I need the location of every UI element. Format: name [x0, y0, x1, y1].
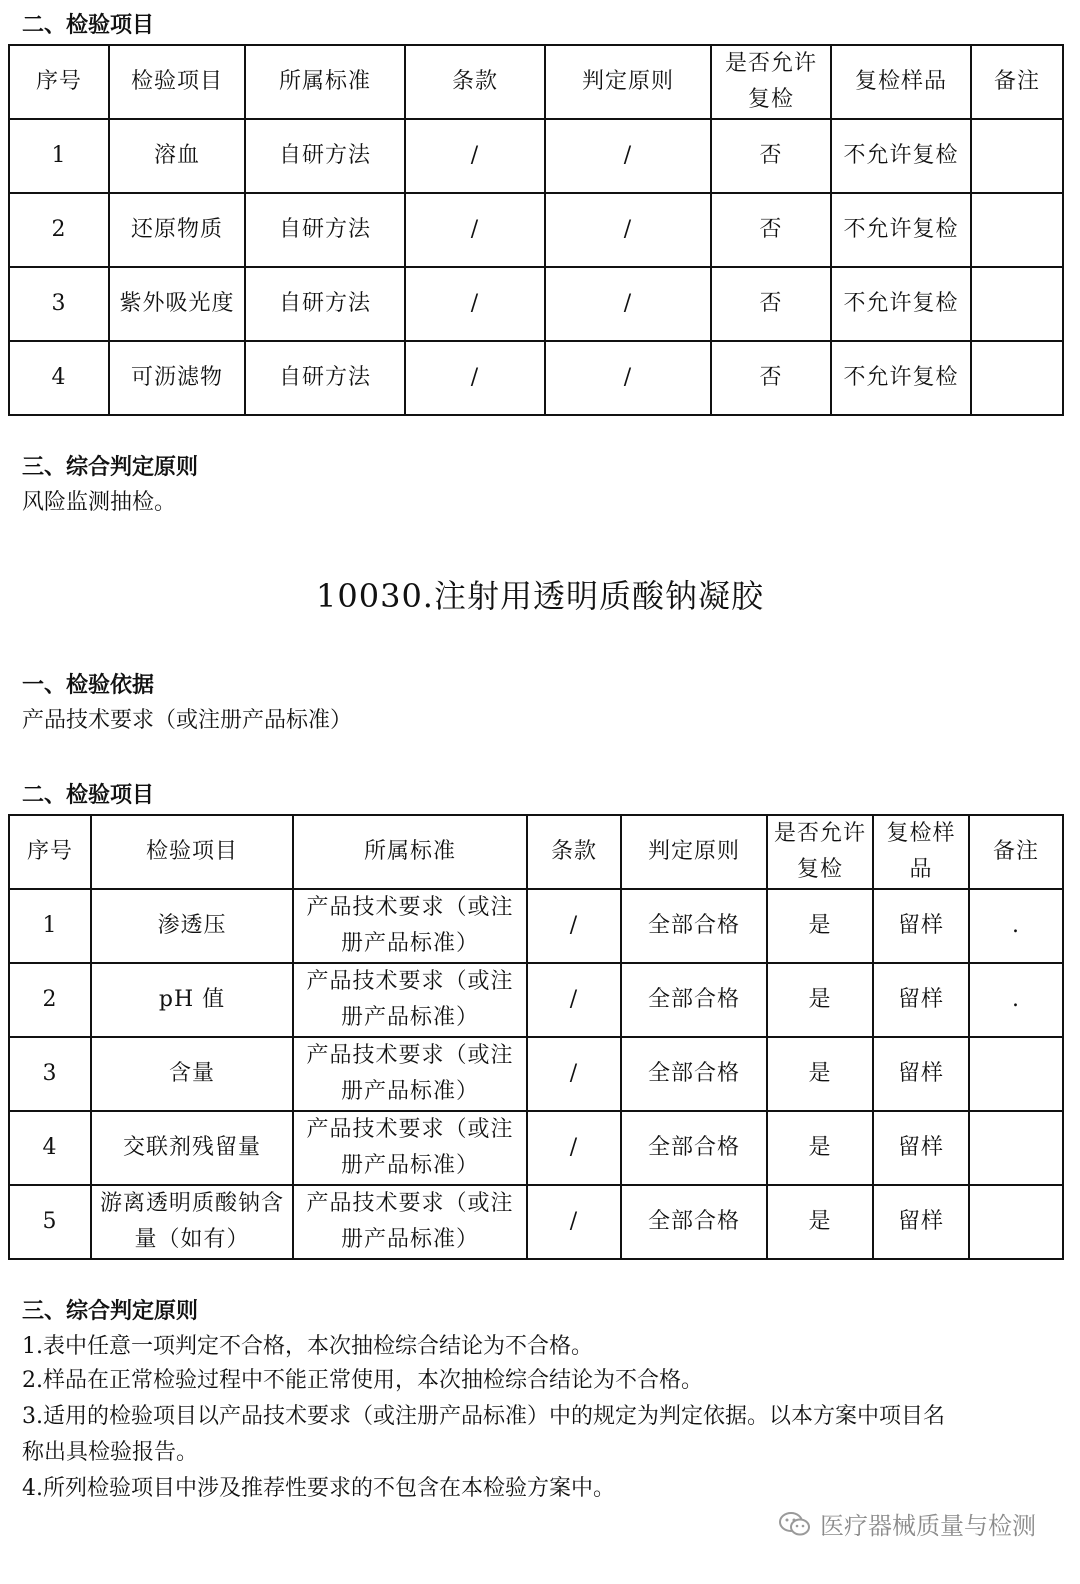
table-row [9, 193, 1063, 267]
table-cell: 不允许复检 [831, 341, 971, 415]
table-cell: . [969, 963, 1063, 1037]
table-cell: 否 [711, 119, 831, 193]
table-cell: 渗透压 [91, 889, 293, 963]
table-cell: 4 [9, 341, 109, 415]
table-row [9, 119, 1063, 193]
table-cell: 否 [711, 341, 831, 415]
table-cell: / [527, 1037, 621, 1111]
judgment-item: 2.样品在正常检验过程中不能正常使用，本次抽检综合结论为不合格。 [22, 1368, 703, 1393]
table-header-cell: 所属标准 [293, 815, 527, 889]
table-cell [971, 193, 1063, 267]
table-cell: 全部合格 [621, 1111, 767, 1185]
table-header-row [9, 45, 1063, 119]
table-cell: 自研方法 [245, 193, 405, 267]
table-cell: 全部合格 [621, 963, 767, 1037]
table-header-cell: 是否允许复检 [711, 45, 831, 119]
table-cell: 交联剂残留量 [91, 1111, 293, 1185]
table-cell: 紫外吸光度 [109, 267, 245, 341]
judgment-item: 4.所列检验项目中涉及推荐性要求的不包含在本检验方案中。 [22, 1476, 615, 1501]
table-header-cell: 检验项目 [91, 815, 293, 889]
table-cell: 4 [9, 1111, 91, 1185]
table-cell: / [527, 889, 621, 963]
table-cell: 是 [767, 1111, 873, 1185]
table-cell: 1 [9, 889, 91, 963]
table-cell: 产品技术要求（或注册产品标准） [293, 963, 527, 1037]
section-heading-judgment: 三、综合判定原则 [22, 1299, 199, 1324]
table-header-cell: 判定原则 [621, 815, 767, 889]
section-heading-judgment: 三、综合判定原则 [22, 455, 199, 480]
table-cell: 不允许复检 [831, 267, 971, 341]
table-cell: / [405, 267, 545, 341]
table-cell: 不允许复检 [831, 119, 971, 193]
table-cell: 含量 [91, 1037, 293, 1111]
table-cell: 不允许复检 [831, 193, 971, 267]
table-cell: 是 [767, 889, 873, 963]
table-cell [969, 1111, 1063, 1185]
table-header-row [9, 815, 1063, 889]
judgment-item: 3.适用的检验项目以产品技术要求（或注册产品标准）中的规定为判定依据。以本方案中项目名 [22, 1404, 945, 1429]
table-cell: 留样 [873, 889, 969, 963]
table-header-cell: 检验项目 [109, 45, 245, 119]
wechat-icon [778, 1510, 812, 1538]
table-header-cell: 序号 [9, 815, 91, 889]
table-cell: 自研方法 [245, 119, 405, 193]
table-cell: 还原物质 [109, 193, 245, 267]
table-cell [971, 267, 1063, 341]
table-cell [969, 1185, 1063, 1259]
table-cell [971, 119, 1063, 193]
table-cell: 是 [767, 1037, 873, 1111]
table-cell: 产品技术要求（或注册产品标准） [293, 1111, 527, 1185]
table-cell: 产品技术要求（或注册产品标准） [293, 1037, 527, 1111]
section-heading-basis: 一、检验依据 [22, 673, 155, 698]
table-cell: 2 [9, 193, 109, 267]
table-header-cell: 序号 [9, 45, 109, 119]
table-cell: / [405, 119, 545, 193]
table-cell: 产品技术要求（或注册产品标准） [293, 1185, 527, 1259]
table-cell: 2 [9, 963, 91, 1037]
table-header-cell: 备注 [969, 815, 1063, 889]
table-cell: 自研方法 [245, 267, 405, 341]
table-cell: 留样 [873, 1185, 969, 1259]
watermark-text: 医疗器械质量与检测 [820, 1512, 1036, 1540]
table-cell: / [545, 119, 711, 193]
table-cell: 1 [9, 119, 109, 193]
table-cell: 3 [9, 1037, 91, 1111]
table-row [9, 1037, 1063, 1111]
table-row [9, 963, 1063, 1037]
table-cell: / [545, 341, 711, 415]
table-cell: 游离透明质酸钠含量（如有） [91, 1185, 293, 1259]
table-cell [969, 1037, 1063, 1111]
document-title: 10030.注射用透明质酸钠凝胶 [316, 577, 764, 615]
table-cell: 否 [711, 267, 831, 341]
table-cell: 3 [9, 267, 109, 341]
table-cell: 产品技术要求（或注册产品标准） [293, 889, 527, 963]
table-cell: / [405, 193, 545, 267]
table-cell: 留样 [873, 1111, 969, 1185]
table-cell: 留样 [873, 963, 969, 1037]
table-cell: 是 [767, 1185, 873, 1259]
table-cell: / [527, 1111, 621, 1185]
table-cell: 自研方法 [245, 341, 405, 415]
table-header-cell: 判定原则 [545, 45, 711, 119]
table-cell: . [969, 889, 1063, 963]
table-header-cell: 复检样品 [831, 45, 971, 119]
table-cell: 全部合格 [621, 1185, 767, 1259]
table-row [9, 1111, 1063, 1185]
table-cell: 5 [9, 1185, 91, 1259]
table-header-cell: 条款 [405, 45, 545, 119]
table-cell [971, 341, 1063, 415]
table-row [9, 267, 1063, 341]
inspection-items-table [8, 44, 1064, 416]
table-cell: / [405, 341, 545, 415]
judgment-item: 称出具检验报告。 [22, 1440, 199, 1465]
table-cell: / [527, 1185, 621, 1259]
inspection-items-table [8, 814, 1064, 1260]
table-cell: / [545, 193, 711, 267]
basis-text: 产品技术要求（或注册产品标准） [22, 708, 353, 733]
table-row [9, 341, 1063, 415]
table-row [9, 1185, 1063, 1259]
table-header-cell: 复检样品 [873, 815, 969, 889]
table-cell: / [545, 267, 711, 341]
table-cell: 全部合格 [621, 889, 767, 963]
watermark [778, 1506, 1036, 1541]
table-header-cell: 是否允许复检 [767, 815, 873, 889]
table-cell: pH 值 [91, 963, 293, 1037]
section-heading-items: 二、检验项目 [22, 13, 155, 38]
table-cell: 留样 [873, 1037, 969, 1111]
table-header-cell: 备注 [971, 45, 1063, 119]
table-cell: 是 [767, 963, 873, 1037]
judgment-text: 风险监测抽检。 [22, 490, 177, 515]
section-heading-items: 二、检验项目 [22, 783, 155, 808]
table-cell: / [527, 963, 621, 1037]
table-cell: 否 [711, 193, 831, 267]
table-header-cell: 条款 [527, 815, 621, 889]
table-cell: 可沥滤物 [109, 341, 245, 415]
judgment-item: 1.表中任意一项判定不合格，本次抽检综合结论为不合格。 [22, 1334, 593, 1359]
table-cell: 溶血 [109, 119, 245, 193]
table-cell: 全部合格 [621, 1037, 767, 1111]
table-row [9, 889, 1063, 963]
table-header-cell: 所属标准 [245, 45, 405, 119]
